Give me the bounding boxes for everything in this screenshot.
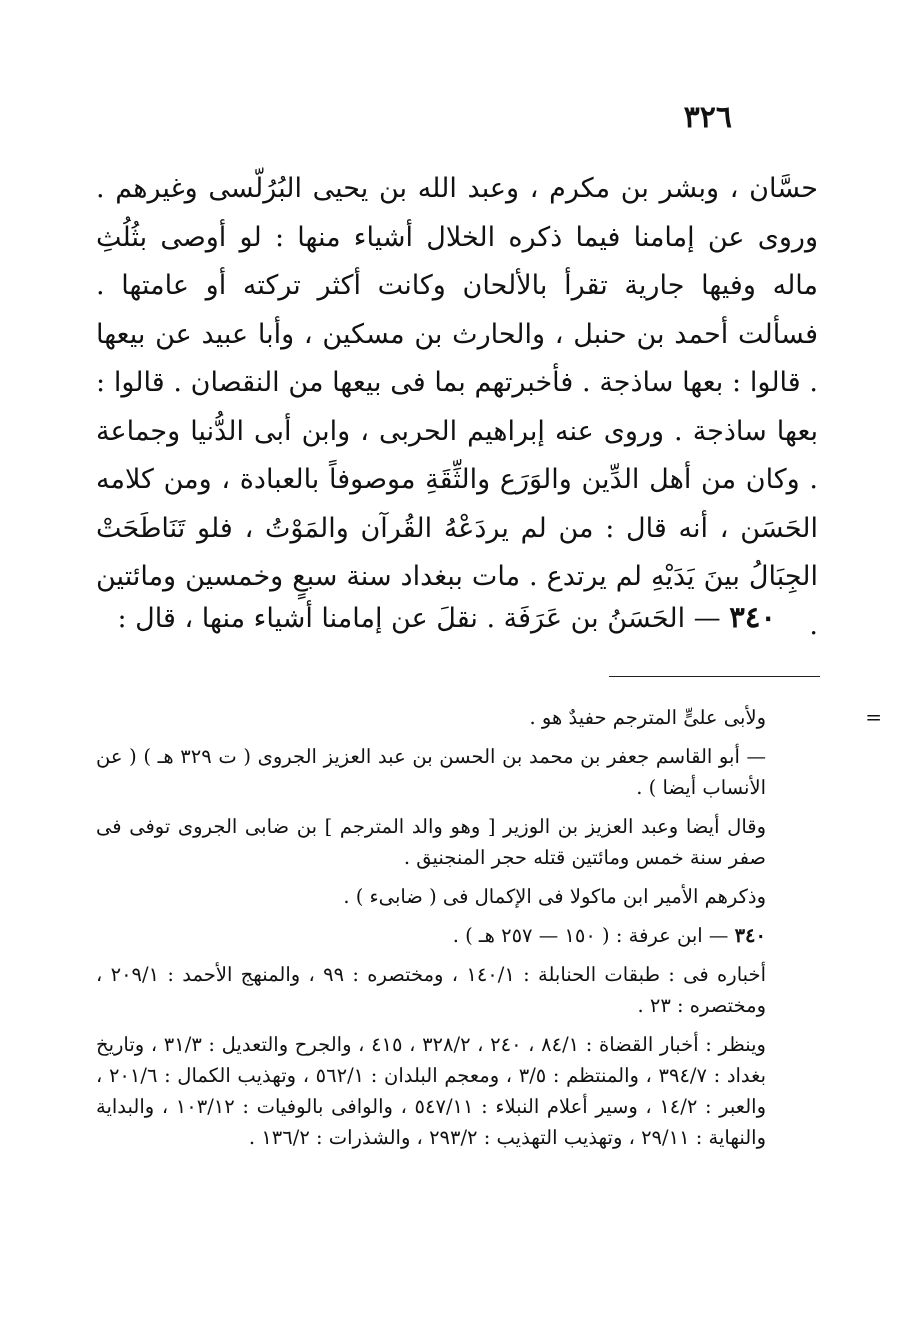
footnote-continuation-marker: = bbox=[865, 705, 882, 729]
footnote-line bbox=[96, 702, 882, 733]
footnote-line: — أبو القاسم جعفر بن محمد بن الحسن بن عبد العزيز الجروى ( ت ٣٢٩ هـ ) ( عن الأنساب أيضا ) . bbox=[96, 745, 766, 799]
footnotes bbox=[96, 702, 882, 1161]
page-number: ٣٢٦ bbox=[683, 100, 732, 135]
footnote-entry-text: — ابن عرفة : ( ١٥٠ — ٢٥٧ هـ ) . bbox=[452, 924, 729, 947]
footnote-line: وقال أيضا وعبد العزيز بن الوزير [ وهو والد المترجم ] بن ضابى الجروى توفى فى صفر سنة خمس ومائتين قتله حجر المنجنيق . bbox=[96, 815, 766, 869]
main-paragraph: حسَّان ، وبشر بن مكرم ، وعبد الله بن يحيى البُرُلّسى وغيرهم . وروى عن إمامنا فيما ذكره الخلال أشياء منها : لو أوصى بثُلُثِ ماله وفيها جارية تقرأ بالألحان وكانت أكثر تركته أو عامتها . فسألت أحمد بن حنبل ، والحارث بن مسكين ، وأبا عبيد عن بيعها . قالوا : بعها ساذجة . فأخبرتهم بما فى بيعها من النقصان . قالوا : بعها ساذجة . وروى عنه إبراهيم الحربى ، وابن أبى الدُّنيا وجماعة . وكان من أهل الدِّين والوَرَع والثِّقَةِ موصوفاً بالعبادة ، ومن كلامه الحَسَن ، أنه قال : من لم يردَعْهُ القُرآن والمَوْتُ ، فلو تَنَاطَحَتْ الجِبَالُ بينَ يَدَيْهِ لم يرتدع . مات ببغداد سنة سبعٍ وخمسين ومائتين . bbox=[96, 173, 818, 641]
footnote-line: وذكرهم الأمير ابن ماكولا فى الإكمال فى ( ضابىء ) . bbox=[343, 885, 766, 908]
footnote-entry-number: ٣٤٠ bbox=[734, 924, 766, 947]
footnote-sources: أخباره فى : طبقات الحنابلة : ١٤٠/١ ، ومختصره : ٩٩ ، والمنهج الأحمد : ٢٠٩/١ ، ومختصره : ٢٣ . bbox=[96, 963, 766, 1017]
entry-number: ٣٤٠ bbox=[729, 600, 776, 634]
entry-heading bbox=[94, 593, 776, 643]
footnote-sources: وينظر : أخبار القضاة : ٨٤/١ ، ٢٤٠ ، ٣٢٨/٢ ، ٤١٥ ، والجرح والتعديل : ٣١/٣ ، وتاريخ بغداد : ٣٩٤/٧ ، والمنتظم : ٣/٥ ، ومعجم البلدان : ٥٦٢/١ ، وتهذيب الكمال : ٢٠١/٦ ، والعبر : ١٤/٢ ، وسير أعلام النبلاء : ٥٤٧/١١ ، والوافى بالوفيات : ١٠٣/١٢ ، والبداية والنهاية : ٢٩/١١ ، وتهذيب التهذيب : ٢٩٣/٢ ، والشذرات : ١٣٦/٢ . bbox=[96, 1033, 766, 1149]
main-text bbox=[96, 165, 818, 650]
entry-text: الحَسَنُ بن عَرَفَة . نقلَ عن إمامنا أشياء منها ، قال : bbox=[117, 603, 686, 634]
footnote-separator bbox=[609, 676, 820, 677]
entry-dash: — bbox=[693, 603, 721, 634]
footnote-entry-note bbox=[96, 920, 820, 951]
footnote-line-text: ولأبى علىٍّ المترجم حفيدٌ هو . bbox=[529, 706, 766, 729]
